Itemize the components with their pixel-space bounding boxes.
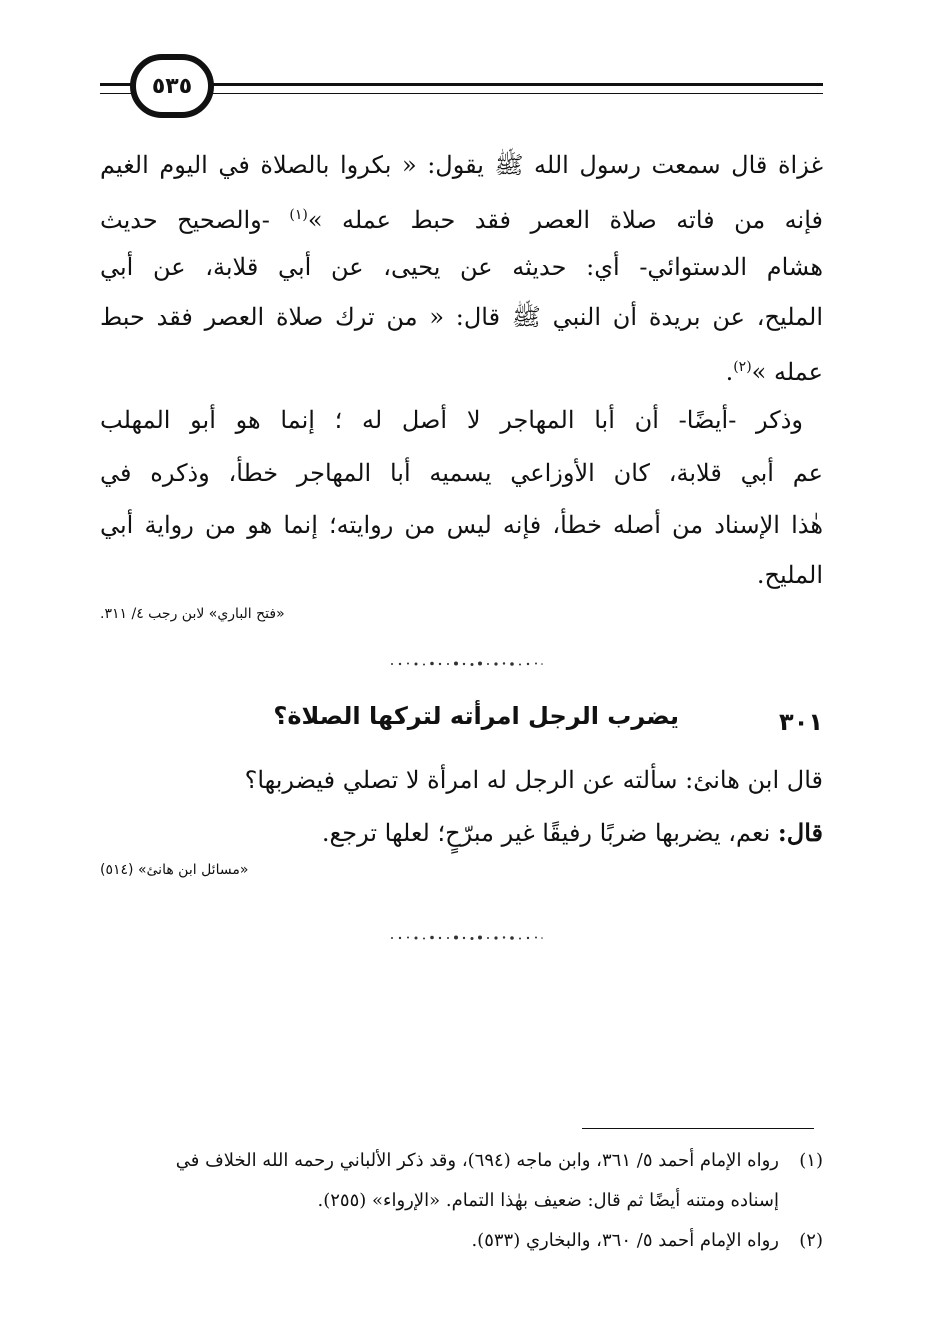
- passage1-line-5-text: عمله »: [751, 358, 823, 386]
- footnote-separator: [582, 1128, 814, 1129]
- passage2-line-1: وذكر -أيضًا- أن أبا المهاجر لا أصل له ؛ إنما هو أبو المهلب: [100, 406, 803, 434]
- answer-label: قال:: [777, 818, 823, 847]
- passage1-line-2-text: فإنه من فاته صلاة العصر فقد حبط عمله »: [307, 206, 824, 234]
- footnote-2-text: رواه الإمام أحمد ٥/ ٣٦٠، والبخاري (٥٣٣).: [471, 1230, 779, 1251]
- question-line: قال ابن هانئ: سألته عن الرجل له امرأة لا تصلي فيضربها؟: [244, 766, 823, 794]
- passage1-line-5-tail: .: [725, 358, 734, 386]
- ornament-divider-1: [386, 660, 546, 668]
- source-reference-1: «فتح الباري» لابن رجب ٤/ ٣١١.: [100, 606, 285, 622]
- passage2-line-4: المليح.: [756, 561, 823, 589]
- passage1-line-3: هشام الدستوائي- أي: حديثه عن يحيى، عن أبي قلابة، عن أبي: [100, 253, 823, 281]
- footnote-ref-2[interactable]: (٢): [733, 359, 752, 375]
- answer-line: [322, 818, 823, 847]
- passage2-line-3: هٰذا الإسناد من أصله خطأ، فإنه ليس من روايته؛ إنما هو من رواية أبي: [100, 511, 823, 539]
- footnote-2-line-1: [95, 1230, 823, 1251]
- footnote-2-number: (٢): [799, 1230, 823, 1251]
- footnote-ref-1[interactable]: (١): [289, 207, 308, 223]
- source-reference-2: «مسائل ابن هانئ» (٥١٤): [100, 862, 249, 878]
- ornament-divider-2: [386, 934, 546, 942]
- footnote-1-text: رواه الإمام أحمد ٥/ ٣٦١، وابن ماجه (٦٩٤)، وقد ذكر الألباني رحمه الله الخلاف في: [175, 1150, 779, 1171]
- passage1-line-2: [100, 200, 823, 235]
- passage1-line-4: المليح، عن بريدة أن النبي ﷺ قال: « من ترك صلاة العصر فقد حبط: [100, 303, 823, 331]
- passage2-line-2: عم أبي قلابة، كان الأوزاعي يسميه أبا المهاجر خطأ، وذكره في: [100, 459, 823, 487]
- header-rule: [205, 83, 823, 86]
- passage1-line-2-tail: -والصحيح حديث: [100, 206, 290, 234]
- footnote-1-line-1: [95, 1150, 823, 1171]
- section-number: ٣٠١: [779, 708, 823, 736]
- footnote-1-line-2: إسناده ومتنه أيضًا ثم قال: ضعيف بهٰذا التمام. «الإرواء» (٢٥٥).: [317, 1190, 779, 1211]
- footnote-1-number: (١): [799, 1150, 823, 1171]
- passage1-line-5: [100, 352, 823, 387]
- section-title: يضرب الرجل امرأته لتركها الصلاة؟: [273, 702, 679, 730]
- passage1-line-1: غزاة قال سمعت رسول الله ﷺ يقول: « بكروا بالصلاة في اليوم الغيم: [100, 151, 823, 179]
- answer-text: نعم، يضربها ضربًا رفيقًا غير مبرّحٍ؛ لعلها ترجع.: [321, 819, 778, 847]
- page-number-badge: [130, 54, 214, 118]
- page-number: ٥٣٥: [151, 73, 193, 99]
- header-rule-thin: [205, 93, 823, 94]
